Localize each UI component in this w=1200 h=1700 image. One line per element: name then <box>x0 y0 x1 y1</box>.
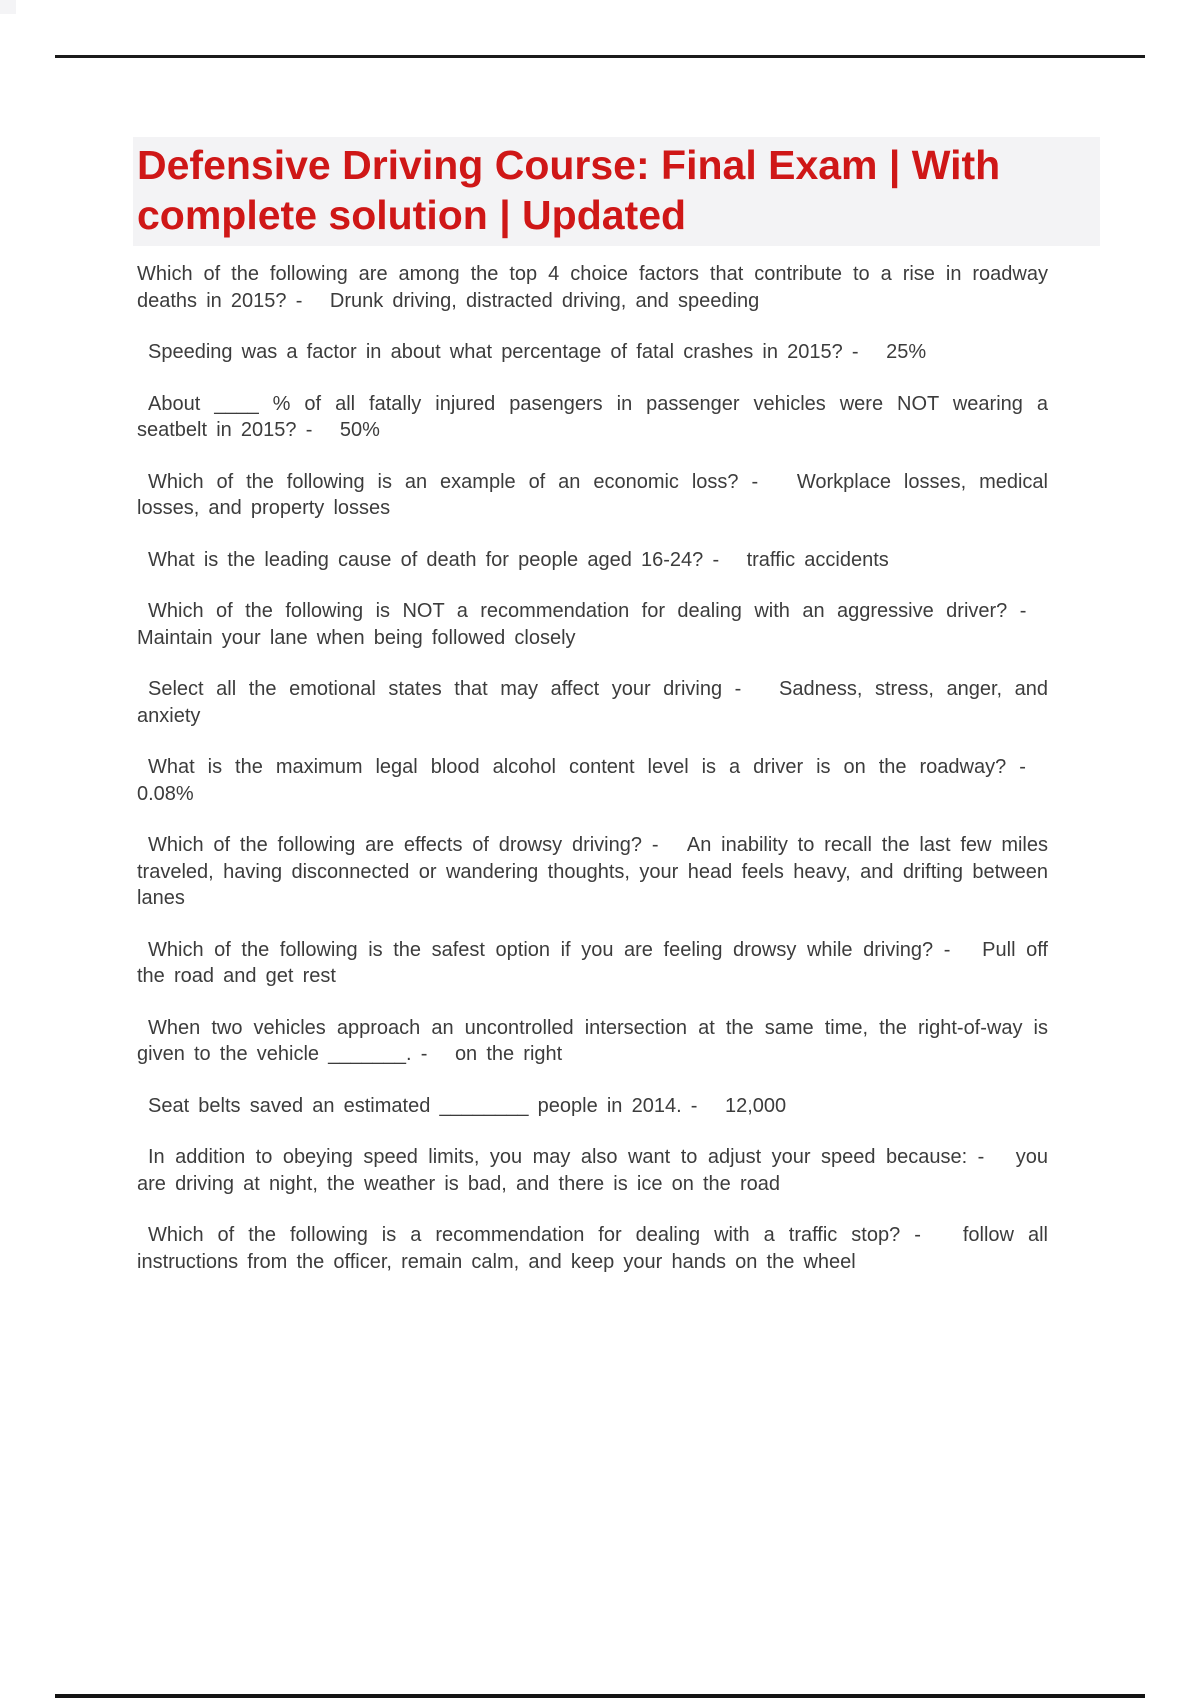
qa-item <box>137 832 1048 912</box>
question-text: Which of the following are effects of drowsy driving? <box>148 834 642 856</box>
qa-item <box>137 469 1048 522</box>
page-title: Defensive Driving Course: Final Exam | With complete solution | Updated <box>137 142 1001 238</box>
qa-item <box>137 339 1048 366</box>
question-text: Select all the emotional states that may affect your driving <box>148 678 723 700</box>
question-text: Which of the following is the safest option if you are feeling drowsy while driving? <box>148 938 934 961</box>
answer-separator: - <box>420 1043 446 1065</box>
qa-list <box>137 261 1048 1275</box>
question-text: Speeding was a factor in about what percentage of fatal crashes in 2015? <box>148 341 843 363</box>
answer-text: Workplace losses, medical losses, and property losses <box>137 470 1048 519</box>
question-text: Which of the following is NOT a recommendation for dealing with an aggressive driver? <box>148 600 1008 622</box>
qa-item <box>137 1093 1048 1120</box>
answer-separator: - <box>1019 600 1048 622</box>
answer-separator: - <box>914 1224 949 1246</box>
answer-text: follow all instructions from the officer, remain calm, and keep your hands on the wheel <box>137 1224 1048 1273</box>
answer-separator: - <box>305 419 331 441</box>
answer-separator: - <box>690 1094 716 1117</box>
answer-text: on the right <box>454 1043 563 1065</box>
qa-item <box>137 598 1048 651</box>
answer-text: 0.08% <box>137 782 194 805</box>
qa-item <box>137 1144 1048 1197</box>
question-text: Seat belts saved an estimated ________ people in 2014. <box>148 1094 682 1117</box>
qa-item <box>137 937 1048 990</box>
top-rule <box>55 55 1145 58</box>
question-text: Which of the following are among the top 4 choice factors that contribute to a rise in roadway deaths in 2015? <box>137 263 1048 312</box>
qa-item <box>137 754 1048 807</box>
qa-item <box>137 1015 1048 1068</box>
question-text: About ____ % of all fatally injured pasengers in passenger vehicles were NOT wearing a seatbelt in 2015? <box>137 392 1048 441</box>
question-text: Which of the following is a recommendation for dealing with a traffic stop? <box>148 1224 901 1246</box>
question-text: Which of the following is an example of an economic loss? <box>148 470 739 493</box>
answer-text: 25% <box>886 341 927 363</box>
answer-separator: - <box>751 470 784 493</box>
answer-separator: - <box>712 548 738 571</box>
answer-text: Sadness, stress, anger, and anxiety <box>137 678 1049 727</box>
answer-separator: - <box>651 834 679 856</box>
question-text: What is the leading cause of death for people aged 16-24? <box>148 548 704 571</box>
answer-text: Drunk driving, distracted driving, and speeding <box>329 289 760 312</box>
question-text: In addition to obeying speed limits, you may also want to adjust your speed because: <box>148 1146 968 1168</box>
answer-text: Pull off the road and get rest <box>137 938 1048 987</box>
qa-item <box>137 547 1048 574</box>
answer-separator: - <box>943 938 972 961</box>
answer-text: An inability to recall the last few miles traveled, having disconnected or wandering thoughts, your head feels heavy, and drifting between lanes <box>137 834 1048 909</box>
answer-text: 50% <box>339 419 380 441</box>
answer-separator: - <box>851 341 877 363</box>
qa-item <box>137 391 1048 444</box>
qa-item <box>137 261 1048 314</box>
question-text: When two vehicles approach an uncontrolled intersection at the same time, the right-of-way is given to the vehicle _______. <box>137 1016 1048 1065</box>
question-text: What is the maximum legal blood alcohol content level is a driver is on the roadway? <box>148 756 1007 778</box>
qa-item <box>137 1222 1048 1275</box>
title-block <box>133 137 1100 246</box>
answer-text: traffic accidents <box>746 548 889 571</box>
qa-item <box>137 676 1048 729</box>
answer-text: you are driving at night, the weather is bad, and there is ice on the road <box>137 1146 1048 1195</box>
answer-separator: - <box>1019 756 1048 778</box>
bottom-rule <box>55 1694 1145 1698</box>
answer-text: Maintain your lane when being followed closely <box>137 626 576 649</box>
answer-separator: - <box>295 289 321 312</box>
answer-separator: - <box>734 678 767 700</box>
answer-separator: - <box>977 1146 1006 1168</box>
corner-artifact <box>0 0 16 14</box>
answer-text: 12,000 <box>724 1094 787 1117</box>
